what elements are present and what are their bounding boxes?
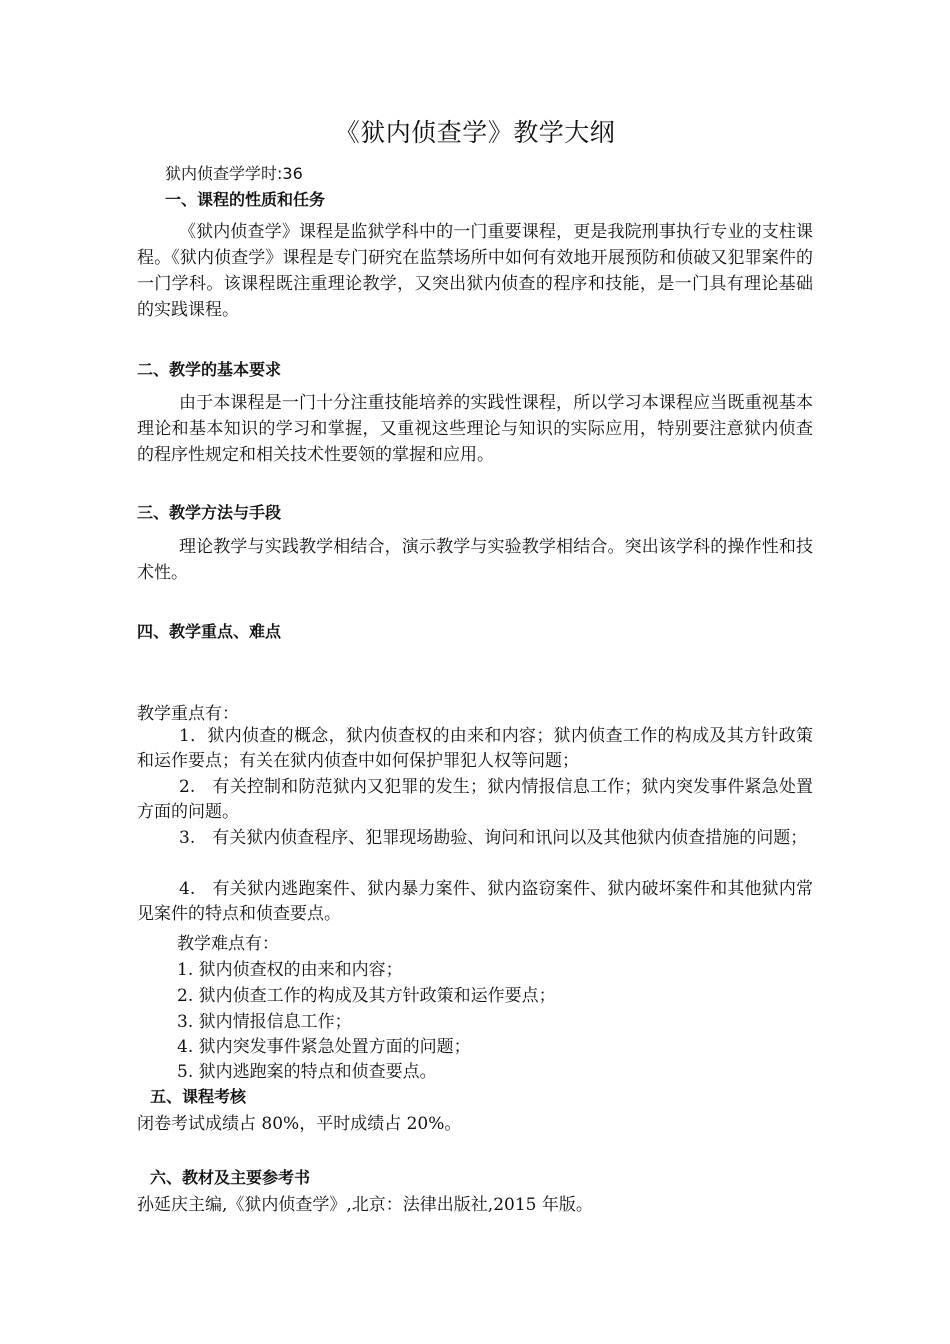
section-2-heading: 二、教学的基本要求 (137, 360, 282, 379)
section-5-body: 闭卷考试成绩占 80%，平时成绩占 20%。 (137, 1114, 462, 1134)
difficult-points-label: 教学难点有： (177, 934, 279, 954)
difficult-point-item: 3. 狱内情报信息工作； (177, 1012, 352, 1032)
section-3-body: 理论教学与实践教学相结合，演示教学与实验教学相结合。突出该学科的操作性和技术性。 (137, 537, 813, 583)
key-point-item: 4. 有关狱内逃跑案件、狱内暴力案件、狱内盗窃案件、狱内破坏案件和其他狱内常见案件的特点和侦查要点。 (137, 879, 813, 924)
difficult-point-item: 5. 狱内逃跑案的特点和侦查要点。 (177, 1062, 437, 1082)
section-3-heading: 三、教学方法与手段 (137, 503, 282, 522)
section-1-heading: 一、课程的性质和任务 (165, 190, 326, 209)
section-6-body: 孙延庆主编,《狱内侦查学》,北京：法律出版社,2015 年版。 (137, 1195, 593, 1215)
document-title: 《狱内侦查学》教学大纲 (334, 118, 616, 147)
section-2-body: 由于本课程是一门十分注重技能培养的实践性课程，所以学习本课程应当既重视基本理论和基本知识的学习和掌握，又重视这些理论与知识的实际应用，特别要注意狱内侦查的程序性规定和相关技术性要领的掌握和应用。 (137, 393, 813, 465)
difficult-point-item: 1. 狱内侦查权的由来和内容； (177, 960, 403, 980)
difficult-point-item: 4. 狱内突发事件紧急处置方面的问题； (177, 1037, 471, 1057)
difficult-point-item: 2. 狱内侦查工作的构成及其方针政策和运作要点； (177, 986, 556, 1006)
key-point-item: 1．狱内侦查的概念，狱内侦查权的由来和内容；狱内侦查工作的构成及其方针政策和运作要点；有关在狱内侦查中如何保护罪犯人权等问题； (137, 726, 813, 771)
key-point-item: 3. 有关狱内侦查程序、犯罪现场勘验、询问和讯问以及其他狱内侦查措施的问题； (179, 828, 808, 848)
section-6-heading: 六、教材及主要参考书 (150, 1168, 311, 1187)
section-1-body: 《狱内侦查学》课程是监狱学科中的一门重要课程，更是我院刑事执行专业的支柱课程。《狱内侦查学》课程是专门研究在监禁场所中如何有效地开展预防和侦破又犯罪案件的一门学科。该课程既注重理论教学，又突出狱内侦查的程序和技能，是一门具有理论基础的实践课程。 (137, 222, 813, 320)
key-points-label: 教学重点有： (137, 704, 239, 724)
section-4-heading: 四、教学重点、难点 (137, 622, 282, 641)
course-hours: 狱内侦查学学时:36 (165, 164, 303, 183)
key-point-item: 2. 有关控制和防范狱内又犯罪的发生；狱内情报信息工作；狱内突发事件紧急处置方面的问题。 (137, 777, 813, 822)
section-5-heading: 五、课程考核 (150, 1087, 247, 1106)
